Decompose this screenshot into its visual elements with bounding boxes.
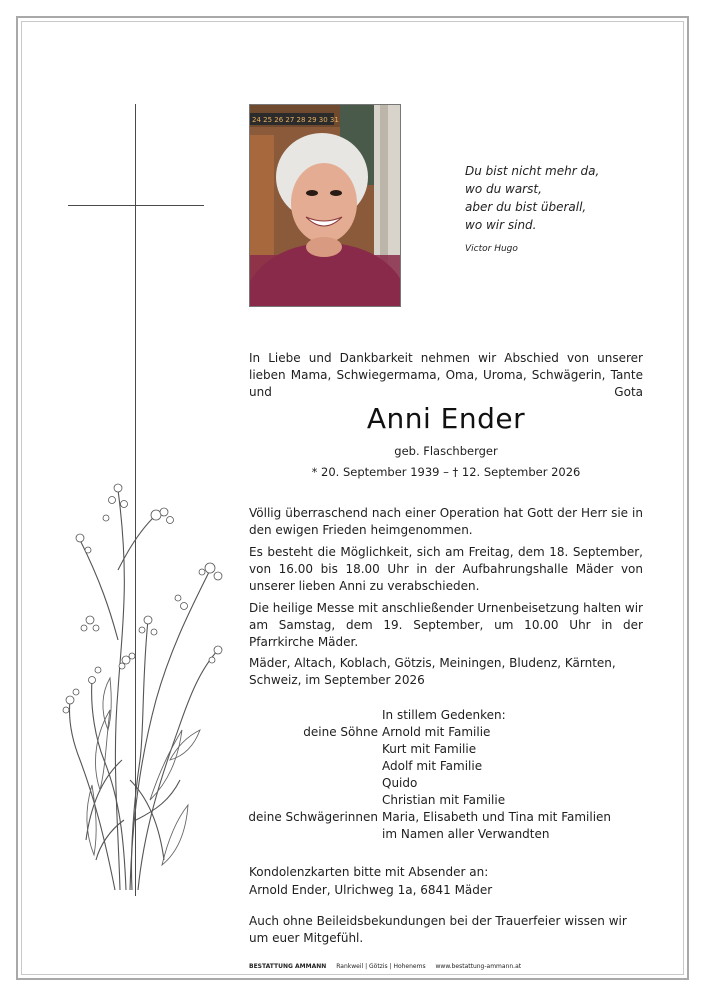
mourner-role [240,775,382,792]
paragraph: Völlig überraschend nach einer Operation hat Gott der Herr sie in den ewigen Frieden heimgenommen. [249,506,643,537]
portrait-photo [249,104,401,307]
mourner-role: deine Söhne [303,725,378,739]
mourners-heading: In stillem Gedenken: [382,708,506,722]
mourner-row [240,792,650,809]
condolence-block [249,863,643,899]
mourner-role [240,826,382,843]
mourner-name: Christian mit Familie [382,793,506,807]
mourner-name: Maria, Elisabeth und Tina mit Familien [382,810,612,824]
closing-text: Auch ohne Beileidsbekundungen bei der Trauerfeier wissen wir um euer Mitgefühl. [249,914,627,945]
mourner-role [240,741,382,758]
mourner-name: Adolf mit Familie [382,759,483,773]
footer-locations: Rankweil | Götzis | Hohenems [336,963,426,970]
calendar-strip-text: 24 25 26 27 28 29 30 31 [252,116,339,124]
mourner-name: Quido [382,776,418,790]
mourner-row [240,775,650,792]
maiden-name: geb. Flaschberger [394,444,498,458]
footer-website[interactable]: www.bestattung-ammann.at [435,963,522,970]
footer [249,963,643,970]
footer-company: BESTATTUNG AMMANN [249,963,327,970]
poem-block [465,162,665,258]
paragraph: Es besteht die Möglichkeit, sich am Freitag, dem 18. September, von 16.00 bis 18.00 Uhr in der Aufbahrungshalle Mäder von unserer lieben Anni zu verabschieden. [249,545,643,593]
mourner-row [240,826,650,843]
deceased-name: Anni Ender [366,402,526,435]
wildflower-illustration [60,460,230,900]
intro-text: In Liebe und Dankbarkeit nehmen wir Abschied von unserer lieben Mama, Schwiegermama, Oma, Uroma, Schwägerin, Tante und Gota [249,351,643,399]
places-and-date: Mäder, Altach, Koblach, Götzis, Meiningen, Bludenz, Kärnten, Schweiz, im September 2026 [249,656,616,687]
mourner-row [240,741,650,758]
mourner-row [240,724,650,741]
condolence-instruction: Kondolenzkarten bitte mit Absender an: [249,865,489,879]
paragraph: Die heilige Messe mit anschließender Urnenbeisetzung halten wir am Samstag, dem 19. September, um 10.00 Uhr in der Pfarrkirche Mäder. [249,601,643,649]
poem-line: wo du warst, [465,182,542,196]
life-dates: * 20. September 1939 – † 12. September 2026 [311,465,581,479]
mourner-role [240,792,382,809]
poem-line: Du bist nicht mehr da, [465,164,600,178]
portrait-image [250,105,401,307]
mourner-name: Arnold mit Familie [382,725,491,739]
cross-horizontal-beam [68,205,204,206]
poem-author: Victor Hugo [465,244,518,254]
mourner-row [240,809,650,826]
mourners-list [240,707,650,843]
mourner-row [240,758,650,775]
poem-line: wo wir sind. [465,218,537,232]
mourner-role: deine Schwägerinnen [248,810,378,824]
announcement-body [249,505,643,656]
mourner-name: Kurt mit Familie [382,742,477,756]
mourners-heading-row [240,707,650,724]
poem-line: aber du bist überall, [465,200,587,214]
mourner-name: im Namen aller Verwandten [382,827,550,841]
mourner-role [240,758,382,775]
condolence-address: Arnold Ender, Ulrichweg 1a, 6841 Mäder [249,883,493,897]
